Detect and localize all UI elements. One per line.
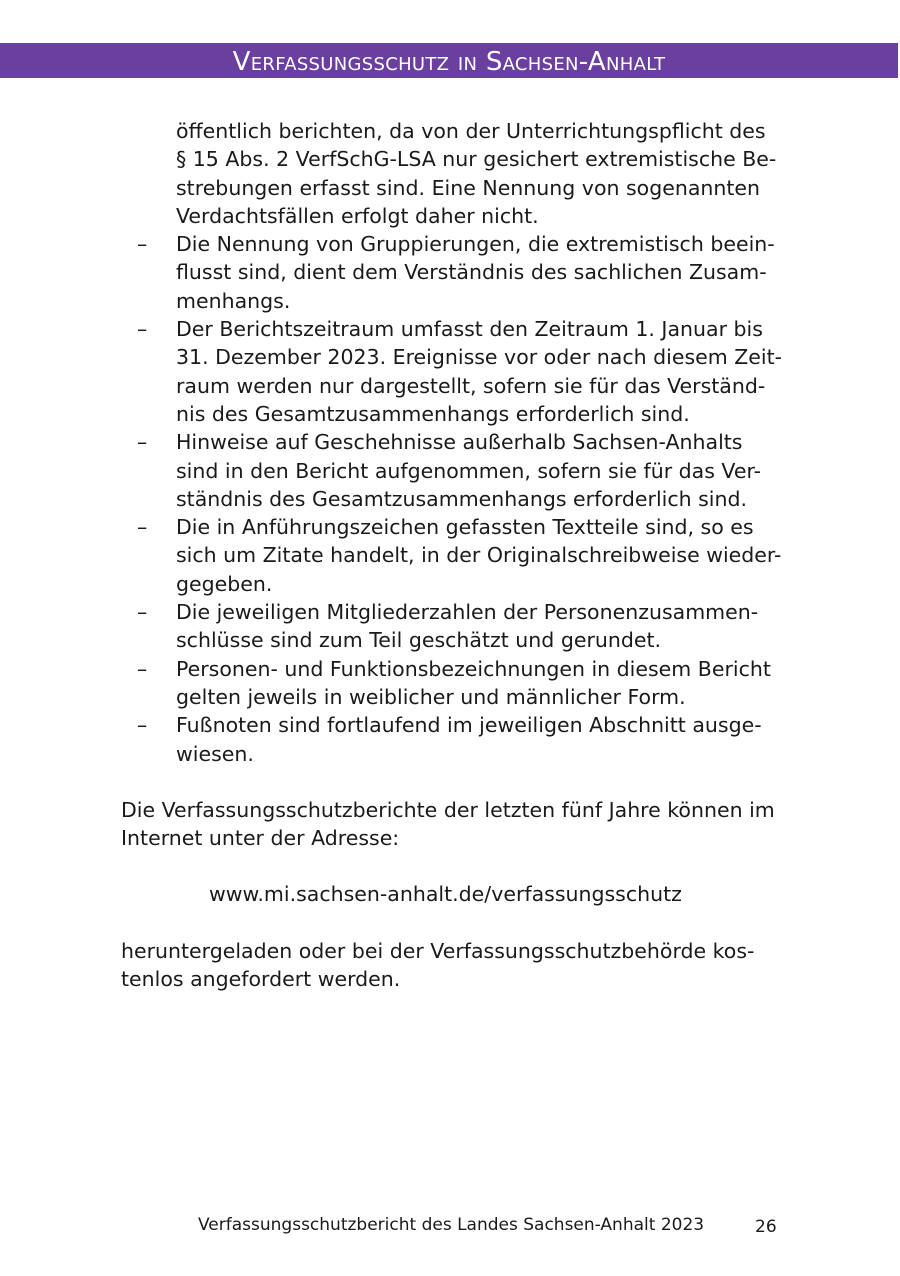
text-line: flusst sind, dient dem Verständnis des sachlichen Zusam- bbox=[176, 260, 767, 285]
list-item bbox=[121, 315, 781, 428]
text-line: gelten jeweils in weiblicher und männlicher Form. bbox=[176, 684, 686, 709]
text-line: heruntergeladen oder bei der Verfassungsschutzbehörde kos- bbox=[121, 938, 755, 963]
text-line: Fußnoten sind fortlaufend im jeweiligen Abschnitt ausge- bbox=[176, 713, 762, 738]
footer-title: Verfassungsschutzbericht des Landes Sachsen-Anhalt 2023 bbox=[198, 1215, 705, 1235]
dash-bullet: – bbox=[137, 232, 148, 257]
list-item bbox=[121, 655, 781, 712]
dash-bullet: – bbox=[137, 317, 148, 342]
text-line: Die jeweiligen Mitgliederzahlen der Personenzusammen- bbox=[176, 600, 759, 625]
text-line: schlüsse sind zum Teil geschätzt und gerundet. bbox=[176, 628, 662, 653]
text-line: 31. Dezember 2023. Ereignisse vor oder nach diesem Zeit- bbox=[176, 345, 783, 370]
text-line: menhangs. bbox=[176, 288, 291, 313]
text-line: gegeben. bbox=[176, 571, 273, 596]
text-line: Die in Anführungszeichen gefassten Textteile sind, so es bbox=[176, 515, 754, 540]
text-line: öffentlich berichten, da von der Unterrichtungspflicht des bbox=[176, 119, 766, 143]
list-item bbox=[121, 513, 781, 598]
closing-paragraph bbox=[121, 937, 781, 994]
text-line: Die Nennung von Gruppierungen, die extremistisch beein- bbox=[176, 232, 775, 257]
text-line: Internet unter der Adresse: bbox=[121, 826, 400, 851]
text-line: nis des Gesamtzusammenhangs erforderlich sind. bbox=[176, 401, 690, 426]
text-line: sind in den Bericht aufgenommen, sofern sie für das Ver- bbox=[176, 458, 761, 483]
dash-bullet: – bbox=[137, 713, 148, 738]
list-item bbox=[121, 711, 781, 768]
list-item bbox=[121, 598, 781, 655]
dash-bullet: – bbox=[137, 656, 148, 681]
text-line: strebungen erfasst sind. Eine Nennung von sogenannten bbox=[176, 175, 761, 200]
main-content bbox=[121, 117, 781, 993]
text-line: raum werden nur dargestellt, sofern sie für das Verständ- bbox=[176, 373, 766, 398]
text-line: § 15 Abs. 2 VerfSchG-LSA nur gesichert extremistische Be- bbox=[176, 147, 777, 172]
bullet-list bbox=[121, 230, 781, 768]
dash-bullet: – bbox=[137, 600, 148, 625]
text-line: ständnis des Gesamtzusammenhangs erforderlich sind. bbox=[176, 486, 748, 511]
text-line: sich um Zitate handelt, in der Originalschreibweise wieder- bbox=[176, 543, 782, 568]
website-url: www.mi.sachsen-anhalt.de/verfassungsschutz bbox=[209, 882, 682, 907]
text-line: Hinweise auf Geschehnisse außerhalb Sachsen-Anhalts bbox=[176, 430, 743, 455]
download-paragraph bbox=[121, 796, 781, 853]
intro-paragraph bbox=[176, 117, 781, 230]
text-line: Der Berichtszeitraum umfasst den Zeitraum 1. Januar bis bbox=[176, 317, 763, 342]
dash-bullet: – bbox=[137, 430, 148, 455]
dash-bullet: – bbox=[137, 515, 148, 540]
text-line: wiesen. bbox=[176, 741, 254, 766]
text-line: Die Verfassungsschutzberichte der letzten fünf Jahre können im bbox=[121, 797, 775, 822]
list-item bbox=[121, 428, 781, 513]
page-header-title: Verfassungsschutz in Sachsen-Anhalt bbox=[232, 47, 666, 77]
header-bar bbox=[0, 43, 898, 78]
text-line: Verdachtsfällen erfolgt daher nicht. bbox=[176, 203, 539, 228]
text-line: tenlos angefordert werden. bbox=[121, 967, 401, 992]
text-line: Personen- und Funktionsbezeichnungen in diesem Bericht bbox=[176, 656, 771, 681]
page-number: 26 bbox=[755, 1217, 777, 1237]
list-item bbox=[121, 230, 781, 315]
